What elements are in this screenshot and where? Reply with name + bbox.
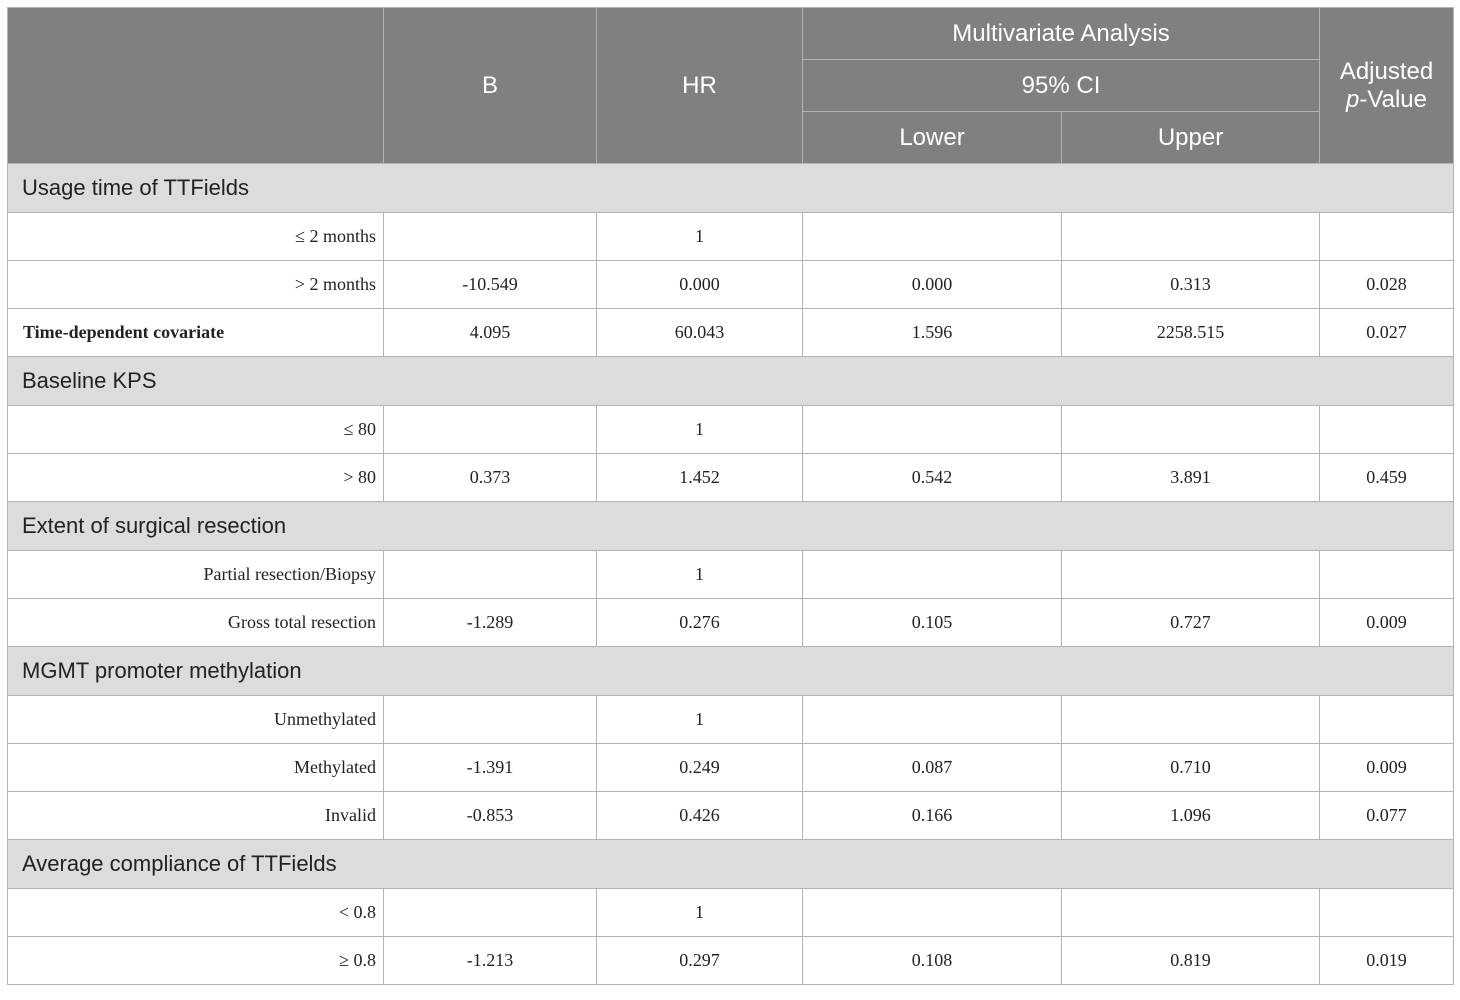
section-title: Extent of surgical resection xyxy=(8,502,1454,551)
cell-hr: 0.249 xyxy=(597,744,803,792)
cell-p xyxy=(1320,406,1454,454)
header-95-ci: 95% CI xyxy=(803,60,1320,112)
table-row xyxy=(8,937,1454,985)
row-label: ≤ 2 months xyxy=(8,213,384,261)
header-lower: Lower xyxy=(803,112,1062,164)
header-p-label: p xyxy=(1346,85,1360,113)
cell-hr: 0.276 xyxy=(597,599,803,647)
cell-b: -1.391 xyxy=(384,744,597,792)
cell-lower: 0.166 xyxy=(803,792,1062,840)
table-row xyxy=(8,792,1454,840)
cell-lower: 0.542 xyxy=(803,454,1062,502)
cell-lower xyxy=(803,889,1062,937)
table-row xyxy=(8,599,1454,647)
section-header-row xyxy=(8,840,1454,889)
cell-b: -1.213 xyxy=(384,937,597,985)
table-header xyxy=(8,8,1454,164)
cell-lower: 0.087 xyxy=(803,744,1062,792)
cell-hr: 1 xyxy=(597,551,803,599)
row-label: Methylated xyxy=(8,744,384,792)
cell-p xyxy=(1320,889,1454,937)
header-adjusted-p-value xyxy=(1320,8,1454,164)
section-title: MGMT promoter methylation xyxy=(8,647,1454,696)
cell-p xyxy=(1320,696,1454,744)
cell-p: 0.027 xyxy=(1320,309,1454,357)
cell-b xyxy=(384,551,597,599)
cell-upper xyxy=(1062,406,1320,454)
section-header-row xyxy=(8,164,1454,213)
cell-upper xyxy=(1062,889,1320,937)
cell-lower xyxy=(803,696,1062,744)
header-b: B xyxy=(384,8,597,164)
table-row xyxy=(8,309,1454,357)
row-label: > 2 months xyxy=(8,261,384,309)
section-title: Average compliance of TTFields xyxy=(8,840,1454,889)
table-row xyxy=(8,889,1454,937)
table-row xyxy=(8,551,1454,599)
cell-hr: 60.043 xyxy=(597,309,803,357)
header-multivariate-analysis: Multivariate Analysis xyxy=(803,8,1320,60)
cell-lower xyxy=(803,406,1062,454)
cell-b xyxy=(384,213,597,261)
section-header-row xyxy=(8,357,1454,406)
cell-p: 0.009 xyxy=(1320,599,1454,647)
cell-upper: 2258.515 xyxy=(1062,309,1320,357)
cell-upper xyxy=(1062,696,1320,744)
cell-lower: 0.108 xyxy=(803,937,1062,985)
cell-upper: 3.891 xyxy=(1062,454,1320,502)
row-label: Time-dependent covariate xyxy=(8,309,384,357)
table-row xyxy=(8,213,1454,261)
table-row xyxy=(8,261,1454,309)
cell-lower: 0.105 xyxy=(803,599,1062,647)
cell-p: 0.019 xyxy=(1320,937,1454,985)
row-label: Gross total resection xyxy=(8,599,384,647)
cell-lower xyxy=(803,551,1062,599)
cell-b xyxy=(384,889,597,937)
row-label: < 0.8 xyxy=(8,889,384,937)
header-blank-cell xyxy=(8,8,384,164)
cell-hr: 1 xyxy=(597,696,803,744)
cell-upper: 0.819 xyxy=(1062,937,1320,985)
multivariate-analysis-table xyxy=(7,7,1454,985)
table-row xyxy=(8,744,1454,792)
table-row xyxy=(8,406,1454,454)
cell-b xyxy=(384,696,597,744)
cell-upper: 0.313 xyxy=(1062,261,1320,309)
row-label: ≤ 80 xyxy=(8,406,384,454)
cell-b xyxy=(384,406,597,454)
cell-upper: 1.096 xyxy=(1062,792,1320,840)
cell-lower: 0.000 xyxy=(803,261,1062,309)
section-title: Usage time of TTFields xyxy=(8,164,1454,213)
cell-hr: 1 xyxy=(597,406,803,454)
table-row xyxy=(8,454,1454,502)
row-label: > 80 xyxy=(8,454,384,502)
cell-hr: 0.426 xyxy=(597,792,803,840)
cell-lower: 1.596 xyxy=(803,309,1062,357)
cell-lower xyxy=(803,213,1062,261)
cell-upper: 0.710 xyxy=(1062,744,1320,792)
cell-upper xyxy=(1062,213,1320,261)
cell-hr: 0.297 xyxy=(597,937,803,985)
section-header-row xyxy=(8,647,1454,696)
header-upper: Upper xyxy=(1062,112,1320,164)
table-body xyxy=(8,164,1454,985)
cell-p xyxy=(1320,213,1454,261)
row-label: Unmethylated xyxy=(8,696,384,744)
cell-p: 0.028 xyxy=(1320,261,1454,309)
cell-p: 0.077 xyxy=(1320,792,1454,840)
cell-hr: 1 xyxy=(597,213,803,261)
header-hr: HR xyxy=(597,8,803,164)
row-label: Invalid xyxy=(8,792,384,840)
cell-b: -0.853 xyxy=(384,792,597,840)
section-header-row xyxy=(8,502,1454,551)
cell-b: 0.373 xyxy=(384,454,597,502)
cell-b: -1.289 xyxy=(384,599,597,647)
cell-hr: 1.452 xyxy=(597,454,803,502)
cell-p: 0.459 xyxy=(1320,454,1454,502)
cell-p: 0.009 xyxy=(1320,744,1454,792)
cell-hr: 1 xyxy=(597,889,803,937)
table-row xyxy=(8,696,1454,744)
cell-upper: 0.727 xyxy=(1062,599,1320,647)
cell-b: 4.095 xyxy=(384,309,597,357)
section-title: Baseline KPS xyxy=(8,357,1454,406)
cell-b: -10.549 xyxy=(384,261,597,309)
cell-upper xyxy=(1062,551,1320,599)
cell-p xyxy=(1320,551,1454,599)
cell-hr: 0.000 xyxy=(597,261,803,309)
header-value-suffix: -Value xyxy=(1359,85,1427,113)
row-label: Partial resection/Biopsy xyxy=(8,551,384,599)
row-label: ≥ 0.8 xyxy=(8,937,384,985)
header-adjusted-label: Adjusted xyxy=(1339,57,1434,85)
